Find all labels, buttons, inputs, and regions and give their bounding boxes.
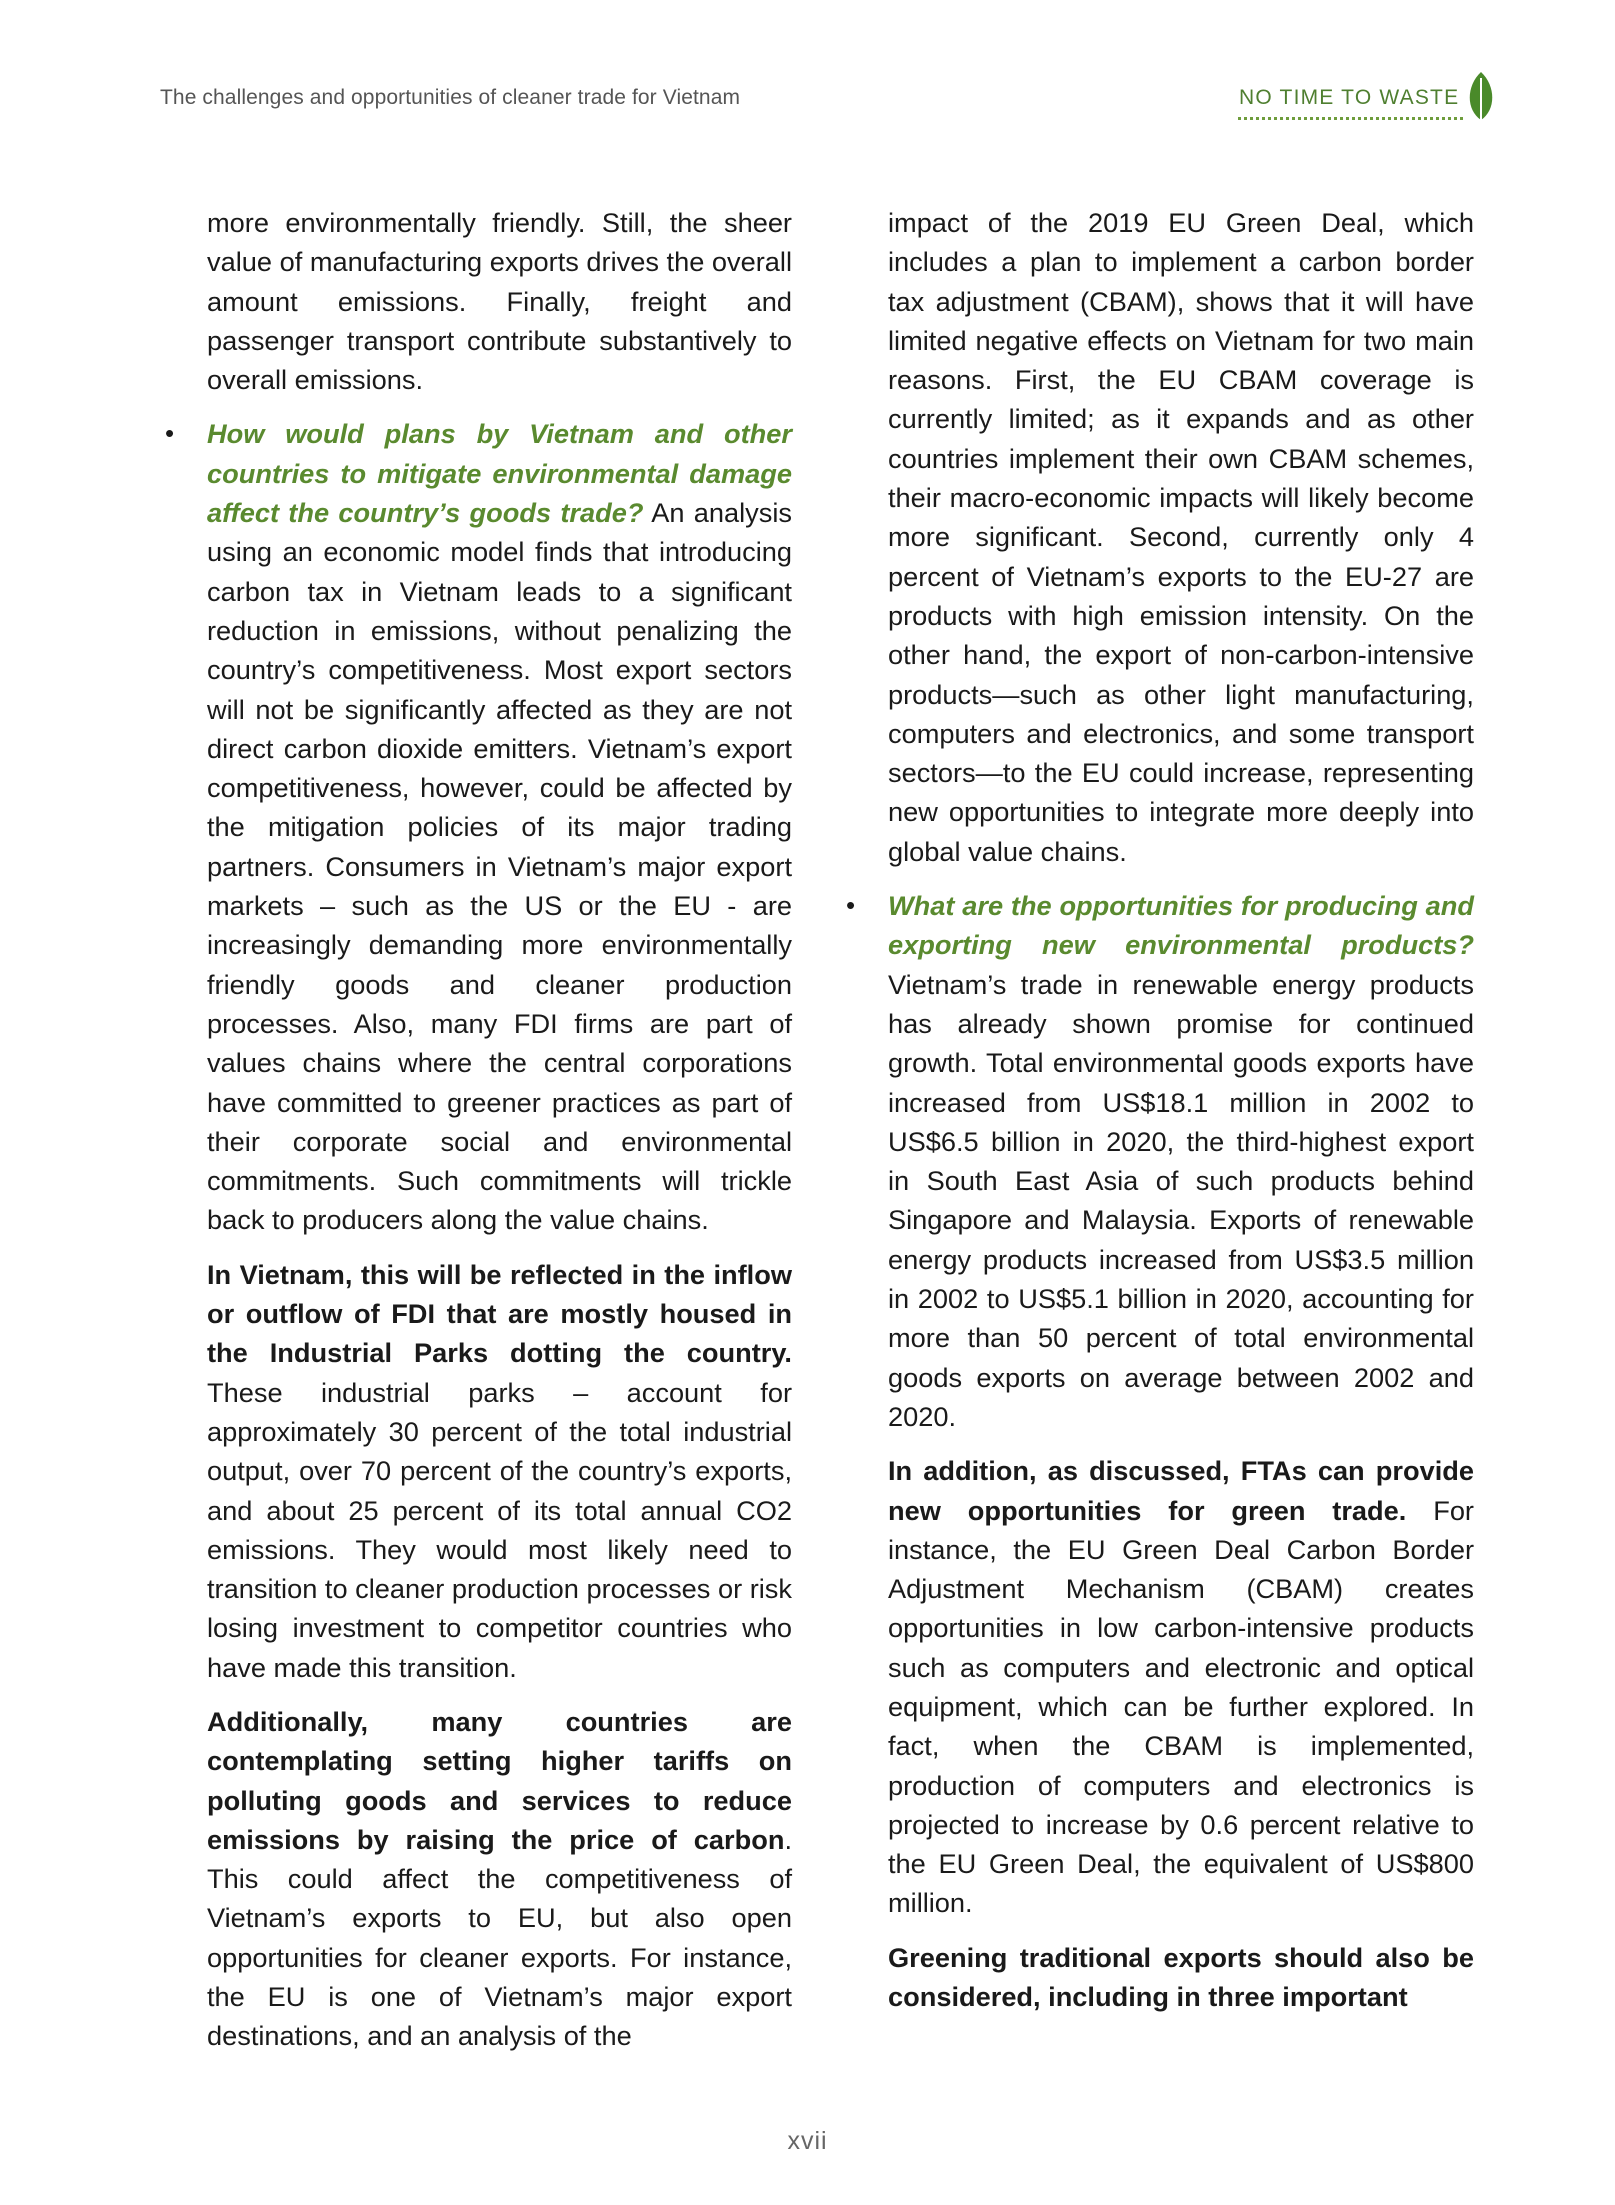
paragraph: more environmentally friendly. Still, the sheer value of manufacturing exports drives the overall amount emissions. Finally, freight and passenger transport contribute substantively to overall emissions. xyxy=(207,207,792,396)
bullet-item: • How would plans by Vietnam and other countries to mitigate environmental damage affect the country’s goods trade? An analysis using an economic model finds that introducing carbon tax in Vietnam leads to a significant reduction in emissions, without penalizing the country’s competitiveness. Most export sectors will not be significantly affected as they are not direct carbon dioxide emitters. Vietnam’s export competitiveness, however, could be affected by the mitigation policies of its major trading partners. Consumers in Vietnam’s major export markets – such as the US or the EU - are increasingly demanding more environmentally friendly goods and cleaner production processes. Also, many FDI firms are part of values chains where the central corporations have committed to greener practices as part of their corporate social and environmental commitments. Such commitments will trickle back to producers along the value chains. xyxy=(207,414,792,1239)
paragraph: In addition, as discussed, FTAs can provide new opportunities for green trade. For instance, the EU Green Deal Carbon Border Adjustment Mechanism (CBAM) creates opportunities in low carbon-intensive products such as computers and electronic and optical equipment, which can be further explored. In fact, when the CBAM is implemented, production of computers and electronics is projected to increase by 0.6 percent relative to the EU Green Deal, the equivalent of US$800 million. xyxy=(888,1455,1474,1919)
bullet-icon: • xyxy=(165,418,175,449)
paragraph: Additionally, many countries are contemplating setting higher tariffs on polluting goods and services to reduce emissions by raising the price of carbon. This could affect the competitiveness of Vietnam’s exports to EU, but also open opportunities for cleaner exports. For instance, the EU is one of Vietnam’s major export destinations, and an analysis of the xyxy=(207,1705,792,2052)
page-number: xvii xyxy=(787,2127,828,2155)
question-heading: What are the opportunities for producing and exporting new environmental products? xyxy=(888,890,1474,961)
paragraph: In Vietnam, this will be reflected in the inflow or outflow of FDI that are mostly housed in the Industrial Parks dotting the country. These industrial parks – account for approximately 30 percent of the total industrial output, over 70 percent of the country’s exports, and about 25 percent of its total annual CO2 emissions. They would most likely need to transition to cleaner production processes or risk losing investment to competitor countries who have made this transition. xyxy=(207,1258,792,1683)
header-dotted-rule xyxy=(1238,117,1463,120)
bold-lead: Additionally, many countries are contemplating setting higher tariffs on polluting goods and services to reduce emissions by raising the price of carbon xyxy=(207,1705,792,1855)
paragraph xyxy=(888,1938,1474,2017)
running-header-title: The challenges and opportunities of cleaner trade for Vietnam xyxy=(160,86,741,109)
bold-lead: In Vietnam, this will be reflected in the inflow or outflow of FDI that are mostly housed in the Industrial Parks dotting the country. xyxy=(207,1258,792,1369)
bold-lead: In addition, as discussed, FTAs can provide new opportunities for green trade. xyxy=(888,1455,1474,1526)
right-column xyxy=(846,203,1474,2031)
leaf-icon xyxy=(1465,70,1497,128)
bullet-icon: • xyxy=(846,890,856,921)
left-column xyxy=(165,203,792,2071)
paragraph: impact of the 2019 EU Green Deal, which includes a plan to implement a carbon border tax adjustment (CBAM), shows that it will have limited negative effects on Vietnam for two main reasons. First, the EU CBAM coverage is currently limited; as it expands and as other countries implement their own CBAM schemes, their macro-economic impacts will likely become more significant. Second, currently only 4 percent of Vietnam’s exports to the EU-27 are products with high emission intensity. On the other hand, the export of non-carbon-intensive products—such as other light manufacturing, computers and electronics, and some transport sectors—to the EU could increase, representing new opportunities to integrate more deeply into global value chains. xyxy=(888,207,1474,867)
question-heading: How would plans by Vietnam and other countries to mitigate environmental damage affect the country’s goods trade? xyxy=(207,418,792,529)
bold-lead: Greening traditional exports should also be considered, including in three important xyxy=(888,1941,1474,2013)
bullet-item: • What are the opportunities for producing and exporting new environmental products? Vietnam’s trade in renewable energy products has already shown promise for continued growth. Total environmental goods exports have increased from US$18.1 million in 2002 to US$6.5 billion in 2020, the third-highest export in South East Asia of such products behind Singapore and Malaysia. Exports of renewable energy products increased from US$3.5 million in 2002 to US$5.1 billion in 2020, accounting for more than 50 percent of total environmental goods exports on average between 2002 and 2020. xyxy=(888,886,1474,1436)
running-header-series: NO TIME TO WASTE xyxy=(1239,86,1460,109)
